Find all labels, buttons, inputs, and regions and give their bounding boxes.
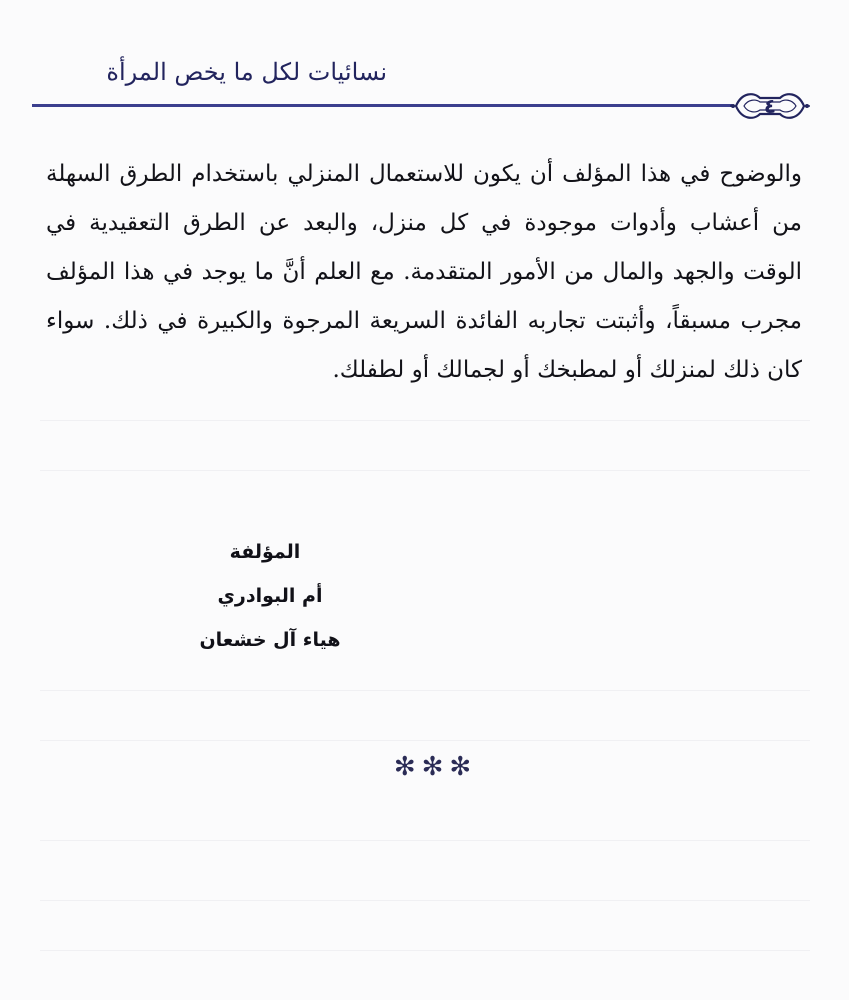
author-signature-block [120, 530, 420, 662]
show-through-line [40, 420, 810, 421]
show-through-line [40, 950, 810, 951]
author-role: المؤلفة [229, 541, 301, 563]
header-rule [32, 104, 732, 107]
section-separator-stars: ✻✻✻ [393, 752, 478, 782]
body-paragraph: والوضوح في هذا المؤلف أن يكون للاستعمال المنزلي باستخدام الطرق السهلة من أعشاب وأدوات موجودة في كل منزل، والبعد عن الطرق التعقيدية في الوقت والجهد والمال من الأمور المتقدمة. مع العلم أنَّ ما يوجد في هذا المؤلف مجرب مسبقاً، وأثبتت تجاربه الفائدة السريعة المرجوة والكبيرة في ذلك. سواء كان ذلك لمنزلك أو لمطبخك أو لجمالك أو لطفلك. [46, 161, 802, 383]
author-kunya: أم البوادري [217, 585, 323, 607]
show-through-line [40, 470, 810, 471]
show-through-line [40, 740, 810, 741]
running-header-title: نسائيات لكل ما يخص المرأة [106, 58, 387, 86]
author-name: هياء آل خشعان [199, 629, 341, 651]
page-number: ٤ [763, 94, 777, 118]
show-through-line [40, 840, 810, 841]
show-through-line [40, 690, 810, 691]
show-through-line [40, 900, 810, 901]
